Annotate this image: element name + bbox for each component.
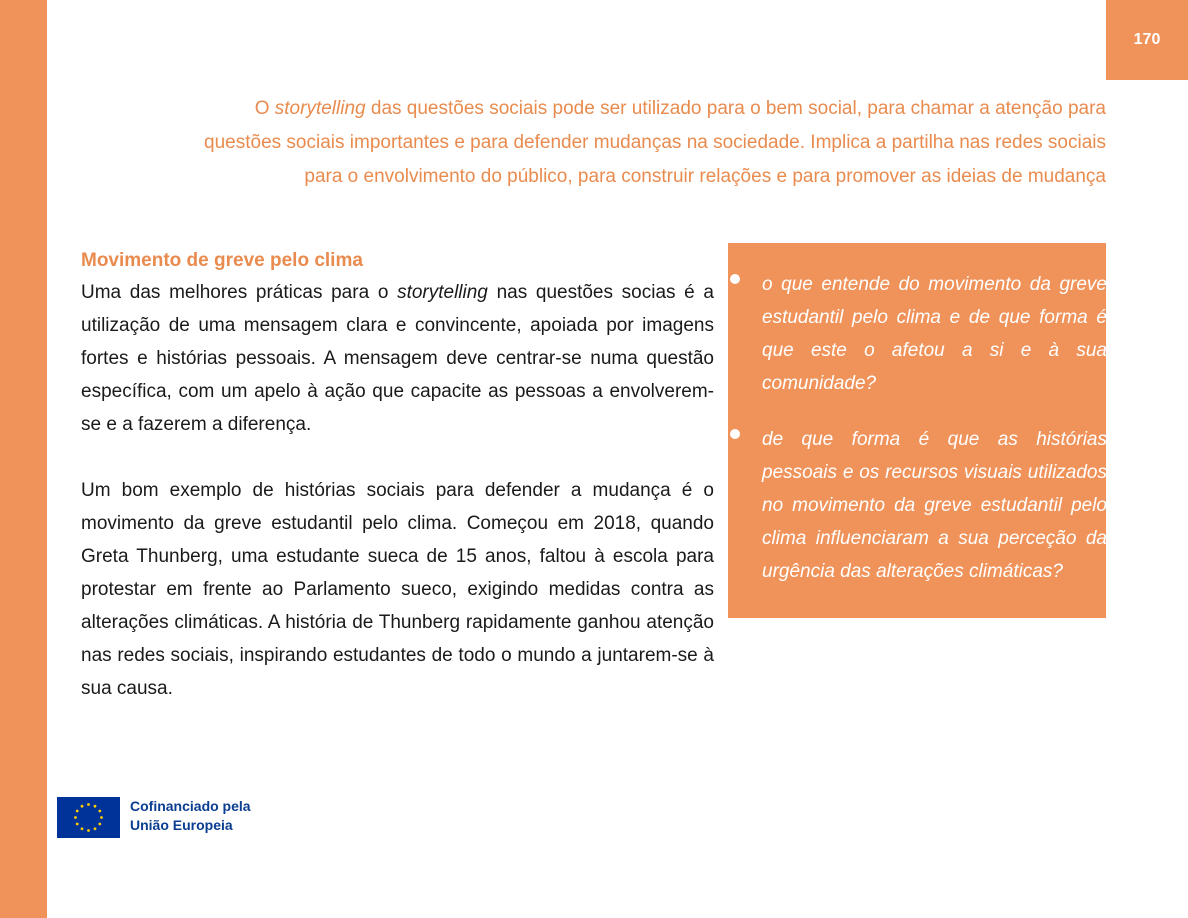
question-text: o que entende do movimento da greve estudantil pelo clima e de que forma é que este o afetou a si e à sua comunidade? — [762, 274, 1107, 394]
intro-emphasis: storytelling — [274, 98, 366, 119]
paragraph-text: nas questões socias é a utilização de uma mensagem clara e convincente, apoiada por imagens fortes e histórias pessoais. A mensagem deve centrar-se numa questão específica, com um apelo à ação que capacite as pessoas a envolverem-se e a fazerem a diferença. — [81, 282, 714, 435]
eu-line-1: Cofinanciado pela — [130, 798, 251, 814]
paragraph-emphasis: storytelling — [397, 282, 488, 303]
main-text-column — [81, 246, 714, 705]
question-item — [728, 268, 1107, 400]
bullet-icon — [730, 429, 740, 439]
paragraph-1 — [81, 276, 714, 441]
intro-text: O — [254, 98, 275, 119]
side-accent-bar — [0, 0, 47, 918]
intro-line-1 — [100, 92, 1106, 126]
eu-flag-icon — [57, 797, 120, 838]
eu-line-2: União Europeia — [130, 817, 233, 833]
eu-funding-label — [130, 797, 251, 835]
page-number-tab — [1106, 0, 1188, 80]
paragraph-2: Um bom exemplo de histórias sociais para defender a mudança é o movimento da greve estudantil pelo clima. Começou em 2018, quando Greta Thunberg, uma estudante sueca de 15 anos, faltou à escola para protestar em frente ao Parlamento sueco, exigindo medidas contra as alterações climáticas. A história de Thunberg rapidamente ganhou atenção nas redes sociais, inspirando estudantes de todo o mundo a juntarem-se à sua causa. — [81, 480, 714, 699]
reflection-questions-box — [728, 243, 1106, 618]
page-number: 170 — [1133, 31, 1161, 48]
section-title: Movimento de greve pelo clima — [81, 250, 363, 271]
bullet-icon — [730, 274, 740, 284]
paragraph-text: Uma das melhores práticas para o — [81, 282, 398, 303]
intro-line-3: para o envolvimento do público, para construir relações e para promover as ideias de mudança — [304, 166, 1106, 187]
intro-text: das questões sociais pode ser utilizado para o bem social, para chamar a atenção para — [365, 98, 1106, 119]
question-item — [728, 423, 1107, 588]
intro-paragraph — [100, 92, 1106, 194]
intro-line-2: questões sociais importantes e para defender mudanças na sociedade. Implica a partilha nas redes sociais — [204, 132, 1106, 153]
question-text: de que forma é que as histórias pessoais e os recursos visuais utilizados no movimento da greve estudantil pelo clima influenciaram a sua perceção da urgência das alterações climáticas? — [762, 429, 1107, 582]
